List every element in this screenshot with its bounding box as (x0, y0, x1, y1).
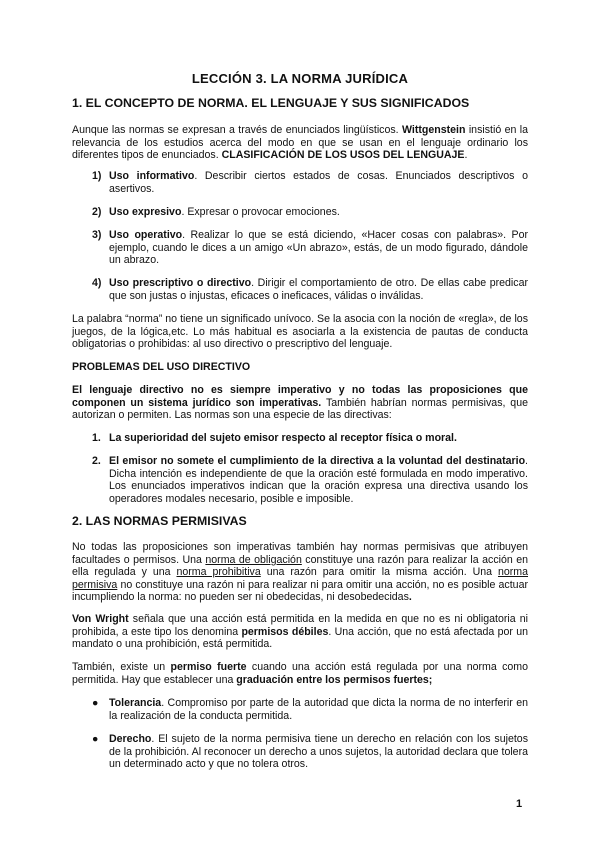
directive-language-paragraph: El lenguaje directivo no es siempre imperativo y no todas las proposiciones que componen un sistema jurídico son imperativas. También habrían normas permisivas, que autorizan o permiten. Las normas son una especie de las directivas: (72, 384, 528, 422)
list-item-uso-operativo: 3) Uso operativo. Realizar lo que se está diciendo, «Hacer cosas con palabras». Por ejemplo, cuando le dices a un amigo «Un abrazo», estás, de un modo figurado, dándole un abrazo. (92, 229, 529, 267)
permiso-fuerte-paragraph: También, existe un permiso fuerte cuando una acción está regulada por una norma como permitida. Hay que establecer una graduación entre los permisos fuertes; (72, 661, 529, 686)
norma-meaning-paragraph: La palabra “norma” no tiene un significado unívoco. Se la asocia con la noción de «regla», de los juegos, de la lógica,etc. Lo más habitual es asociarla a la existencia de pautas de conducta obligatorias o prohibidas: al uso directivo o prescriptivo del lenguaje. (72, 313, 528, 351)
von-wright-paragraph: Von Wright señala que una acción está permitida en la medida en que no es ni obligatoria ni prohibida, a este tipo los denomina permisos débiles. Una acción, que no está afectada por un mandato o una prohibición, está permitida. (72, 613, 528, 651)
bullet-derecho: ● Derecho. El sujeto de la norma permisiva tiene un derecho en relación con los sujetos de la prohibición. Al reconocer un derecho a unos sujetos, la autoridad declara que tolera un determinado acto y que no tolera otros. (92, 733, 528, 771)
problem-item-1: 1. La superioridad del sujeto emisor respecto al receptor física o moral. (92, 432, 457, 444)
problemas-subheading: PROBLEMAS DEL USO DIRECTIVO (72, 361, 251, 373)
problem-item-2: 2. El emisor no somete el cumplimiento de la directiva a la voluntad del destinatario. Dicha intención es independiente de que la oración esté formulada en modo imperativo. Los enunciados imperativos indican que la oración expresa una directiva usando los operadores modales necesario, posible e imposible. (92, 455, 528, 505)
page-number: 1 (516, 798, 523, 810)
permisivas-paragraph: No todas las proposiciones son imperativas también hay normas permisivas que atribuyen facultades o permisos. Una norma de obligación constituye una razón para realizar la acción en ella regulada y una norma prohibitiva una razón para omitir la misma acción. Una norma permisiva no constituye una razón ni para realizar ni para omitir una acción, no es posible actuar incumpliendo la norma: no pueden ser ni obedecidas, ni desobedecidas. (72, 541, 529, 604)
bullet-icon: ● (92, 733, 99, 745)
bullet-tolerancia: ● Tolerancia. Compromiso por parte de la autoridad que dicta la norma de no interferir en la realización de la conducta permitida. (92, 697, 528, 722)
list-item-uso-expresivo: 2) Uso expresivo. Expresar o provocar emociones. (92, 206, 340, 218)
lesson-title: LECCIÓN 3. LA NORMA JURÍDICA (191, 71, 409, 86)
list-item-uso-prescriptivo: 4) Uso prescriptivo o directivo. Dirigir el comportamiento de otro. De ellas cabe predicar que son justas o injustas, eficaces o ineficaces, válidas o inválidas. (92, 277, 528, 302)
section-1-intro: Aunque las normas se expresan a través de enunciados lingüísticos. Wittgenstein insistió en la relevancia de los estudios acerca del modo en que se usan en el lenguaje ordinario los diferentes tipos de enunciados. CLASIFICACIÓN DE LOS USOS DEL LENGUAJE. (72, 124, 528, 162)
bullet-icon: ● (92, 697, 99, 709)
list-item-uso-informativo: 1) Uso informativo. Describir ciertos estados de cosas. Enunciados descriptivos o asertivos. (92, 170, 528, 195)
section-1-heading: 1. EL CONCEPTO DE NORMA. EL LENGUAJE Y SUS SIGNIFICADOS (72, 96, 470, 110)
section-2-heading: 2. LAS NORMAS PERMISIVAS (72, 514, 247, 528)
